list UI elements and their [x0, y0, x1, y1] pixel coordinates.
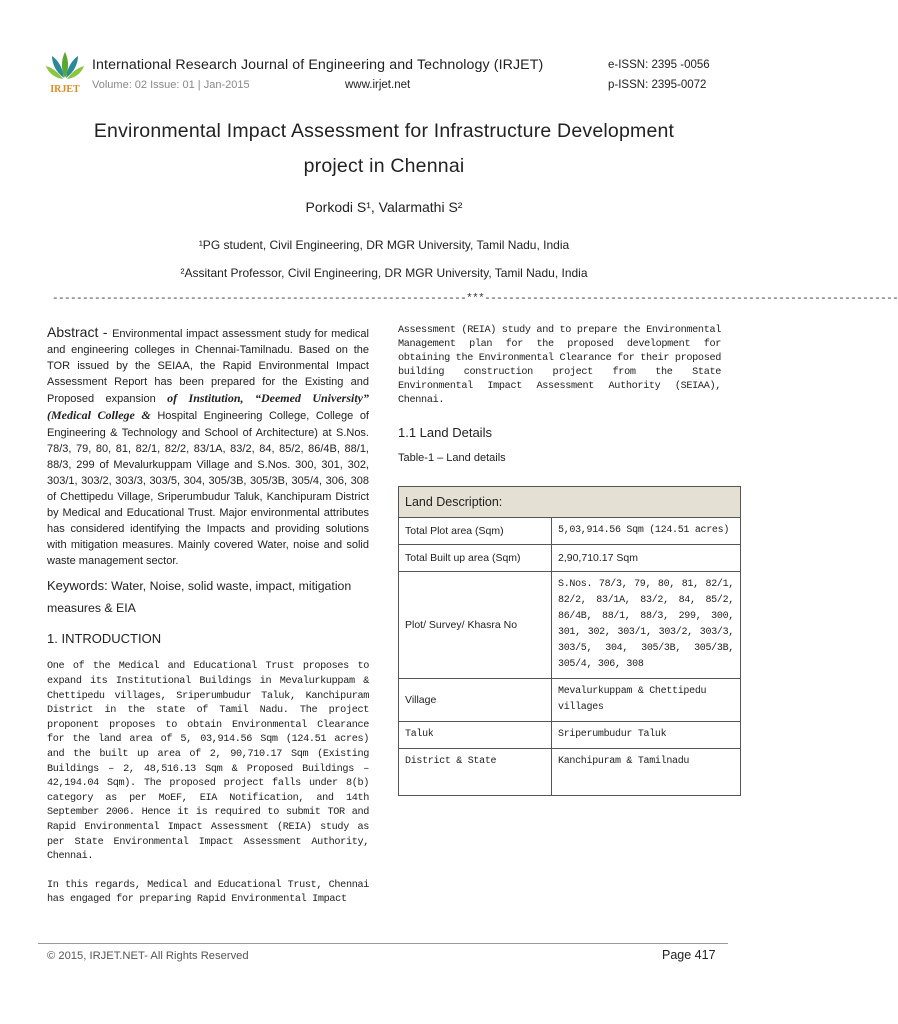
table-cell-value: Sriperumbudur Taluk [552, 722, 741, 749]
table-cell-label: Plot/ Survey/ Khasra No [399, 572, 552, 679]
paper-title-line1: Environmental Impact Assessment for Infrastructure Development [93, 120, 675, 142]
e-issn: e-ISSN: 2395 -0056 [608, 59, 710, 71]
table-caption: Table-1 – Land details [398, 451, 506, 464]
footer-copyright: © 2015, IRJET.NET- All Rights Reserved [47, 950, 249, 962]
table-cell-value: Kanchipuram & Tamilnadu [552, 749, 741, 796]
table-header: Land Description: [399, 487, 741, 518]
affiliation-1: ¹PG student, Civil Engineering, DR MGR University, Tamil Nadu, India [198, 238, 570, 252]
introduction-paragraph-2: In this regards, Medical and Educational Trust, Chennai has engaged for preparing Rapid Environmental Impact [47, 879, 369, 906]
paper-authors: Porkodi S¹, Valarmathi S² [305, 199, 463, 215]
affiliation-2: ²Assitant Professor, Civil Engineering, DR MGR University, Tamil Nadu, India [180, 266, 588, 280]
land-details-table [398, 486, 741, 796]
journal-website-link[interactable]: www.irjet.net [345, 79, 411, 91]
abstract-text-2: Hospital Engineering College, College of Engineering & Technology and School of Architecture) at S.Nos. 78/3, 79, 80, 81, 82/1, 82/2, 83/1A, 83/2, 84, 85/2, 86/4B, 88/1, 88/3, 299 of Mevalurkuppam Village and S.Nos. 300, 301, 302, 303/1, 303/2, 303/3, 303/5, 304, 305/3B, 305/3B, 305/4, 306, 308 of Chettipedu Village, Sriperumbudur Taluk, Kanchipuram District by Medical and Educational Trust. Major environmental attributes has considered identifying the Impacts and providing solutions with mitigation measures. Mainly covered Water, noise and solid waste management sector. [47, 410, 369, 568]
keywords [47, 575, 369, 619]
page-number: Page 417 [662, 948, 716, 962]
table-cell-value: 2,90,710.17 Sqm [552, 545, 741, 572]
introduction-paragraph-1: One of the Medical and Educational Trust proposes to expand its Institutional Buildings in Mevalurkuppam & Chettipedu villages, Sriperumbudur Taluk, Kanchipuram District in the state of Tamil Nadu. The project proponent proposes to obtain Environmental Clearance for the land area of 5, 03,914.56 Sqm (124.51 acres) and the built up area of 2, 90,710.17 Sqm (Existing Buildings – 2, 48,516.13 Sqm & Proposed Buildings – 42,194.04 Sqm). The proposed project falls under 8(b) category as per MoEF, EIA Notification, and 14th September 2006. Hence it is required to submit TOR and Rapid Environmental Impact Assessment (REIA) study as per State Environmental Impact Assessment Authority, Chennai. [47, 661, 369, 863]
irjet-logo [42, 46, 88, 96]
table-row [399, 572, 741, 679]
table-row [399, 749, 741, 796]
abstract-label: Abstract - [47, 324, 113, 340]
logo-leaves-icon [46, 52, 84, 79]
table-row [399, 518, 741, 545]
table-cell-value: S.Nos. 78/3, 79, 80, 81, 82/1, 82/2, 83/1A, 83/2, 84, 85/2, 86/4B, 88/1, 88/3, 299, 300, 301, 302, 303/1, 303/2, 303/3, 303/5, 304, 305/3B, 305/3B, 305/4, 306, 308 [552, 572, 741, 679]
table-cell-label: Taluk [399, 722, 552, 749]
table-cell-label: Total Built up area (Sqm) [399, 545, 552, 572]
section-divider: ---------------------------------------------------------------------***--------------------------------------------------------------------- [52, 293, 898, 305]
journal-title: International Research Journal of Engineering and Technology (IRJET) [92, 57, 544, 73]
footer-divider [38, 943, 728, 944]
abstract-paragraph [47, 324, 369, 569]
introduction-heading: 1. INTRODUCTION [47, 631, 162, 647]
paper-title-line2: project in Chennai [303, 155, 465, 177]
table-row [399, 679, 741, 722]
table-cell-value: Mevalurkuppam & Chettipedu villages [552, 679, 741, 722]
table-cell-label: Total Plot area (Sqm) [399, 518, 552, 545]
right-column [398, 324, 721, 464]
left-column [47, 324, 369, 908]
volume-info: Volume: 02 Issue: 01 | Jan-2015 [92, 79, 250, 91]
keywords-label: Keywords: [47, 578, 108, 594]
table-cell-label: District & State [399, 749, 552, 796]
table-row [399, 545, 741, 572]
table-cell-value: 5,03,914.56 Sqm (124.51 acres) [552, 518, 741, 545]
table-row [399, 722, 741, 749]
abstract-text-1: Environmental impact assessment study for medical and engineering colleges in Chennai-Tamilnadu. Based on the TOR issued by the SEIAA, the Rapid Environmental Impact Assessment Report has been prepared for the Existing and Proposed expansion [47, 328, 369, 406]
table-header-row [399, 487, 741, 518]
keywords-text: Water, Noise, solid waste, impact, mitigation measures & EIA [47, 579, 352, 616]
table-cell-label: Village [399, 679, 552, 722]
reia-continued-paragraph: Assessment (REIA) study and to prepare the Environmental Management plan for the proposed development for obtaining the Environmental Clearance for their proposed building construction project from the State Environmental Impact Assessment Authority (SEIAA), Chennai. [398, 325, 721, 407]
land-details-heading: 1.1 Land Details [398, 424, 492, 440]
abstract-italic-text: of Institution, “Deemed University” (Medical College & [47, 391, 369, 423]
logo-text: IRJET [50, 84, 80, 95]
p-issn: p-ISSN: 2395-0072 [608, 79, 707, 91]
